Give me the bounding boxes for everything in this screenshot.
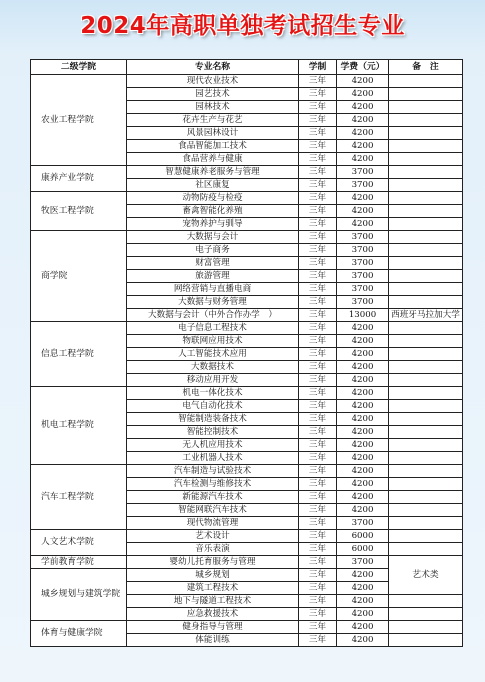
major-cell: 动物防疫与检疫 xyxy=(127,192,299,205)
note-cell xyxy=(389,361,463,374)
page-title: 2024年高职单独考试招生专业 xyxy=(80,12,405,39)
note-cell xyxy=(389,114,463,127)
fee-cell: 4200 xyxy=(337,348,389,361)
note-cell xyxy=(389,322,463,335)
fee-cell: 3700 xyxy=(337,257,389,270)
admissions-table-container xyxy=(30,59,462,647)
duration-cell: 三年 xyxy=(299,478,337,491)
major-cell: 艺术设计 xyxy=(127,530,299,543)
fee-cell: 4200 xyxy=(337,569,389,582)
duration-cell: 三年 xyxy=(299,374,337,387)
duration-cell: 三年 xyxy=(299,465,337,478)
duration-cell: 三年 xyxy=(299,504,337,517)
major-cell: 现代农业技术 xyxy=(127,75,299,88)
fee-cell: 4200 xyxy=(337,75,389,88)
duration-cell: 三年 xyxy=(299,426,337,439)
duration-cell: 三年 xyxy=(299,595,337,608)
duration-cell: 三年 xyxy=(299,335,337,348)
note-cell xyxy=(389,348,463,361)
major-cell: 风景园林设计 xyxy=(127,127,299,140)
major-cell: 园林技术 xyxy=(127,101,299,114)
fee-cell: 4200 xyxy=(337,595,389,608)
fee-cell: 13000 xyxy=(337,309,389,322)
duration-cell: 三年 xyxy=(299,387,337,400)
note-cell xyxy=(389,387,463,400)
duration-cell: 三年 xyxy=(299,400,337,413)
fee-cell: 3700 xyxy=(337,244,389,257)
title-banner xyxy=(0,0,485,46)
fee-cell: 3700 xyxy=(337,166,389,179)
fee-cell: 3700 xyxy=(337,556,389,569)
duration-cell: 三年 xyxy=(299,270,337,283)
fee-cell: 4200 xyxy=(337,426,389,439)
fee-cell: 4200 xyxy=(337,452,389,465)
duration-cell: 三年 xyxy=(299,413,337,426)
major-cell: 电气自动化技术 xyxy=(127,400,299,413)
note-cell xyxy=(389,400,463,413)
major-cell: 电子商务 xyxy=(127,244,299,257)
fee-cell: 4200 xyxy=(337,205,389,218)
college-cell: 康养产业学院 xyxy=(31,166,127,192)
note-cell xyxy=(389,543,463,556)
fee-cell: 4200 xyxy=(337,608,389,621)
header-duration: 学制 xyxy=(299,60,337,75)
fee-cell: 4200 xyxy=(337,491,389,504)
table-row xyxy=(31,465,463,478)
note-cell xyxy=(389,218,463,231)
header-college: 二级学院 xyxy=(31,60,127,75)
college-cell: 牧医工程学院 xyxy=(31,192,127,231)
college-cell: 人文艺术学院 xyxy=(31,530,127,556)
duration-cell: 三年 xyxy=(299,179,337,192)
duration-cell: 三年 xyxy=(299,634,337,647)
duration-cell: 三年 xyxy=(299,127,337,140)
fee-cell: 3700 xyxy=(337,270,389,283)
major-cell: 智慧健康养老服务与管理 xyxy=(127,166,299,179)
note-cell xyxy=(389,465,463,478)
note-cell: 艺术类 xyxy=(389,556,463,595)
table-header-row xyxy=(31,60,463,75)
major-cell: 地下与隧道工程技术 xyxy=(127,595,299,608)
duration-cell: 三年 xyxy=(299,322,337,335)
duration-cell: 三年 xyxy=(299,582,337,595)
college-cell: 机电工程学院 xyxy=(31,387,127,465)
note-cell xyxy=(389,413,463,426)
fee-cell: 4200 xyxy=(337,192,389,205)
duration-cell: 三年 xyxy=(299,439,337,452)
duration-cell: 三年 xyxy=(299,257,337,270)
admissions-table xyxy=(30,59,463,647)
header-major: 专业名称 xyxy=(127,60,299,75)
major-cell: 人工智能技术应用 xyxy=(127,348,299,361)
major-cell: 机电一体化技术 xyxy=(127,387,299,400)
table-row xyxy=(31,621,463,634)
fee-cell: 3700 xyxy=(337,283,389,296)
note-cell xyxy=(389,608,463,621)
duration-cell: 三年 xyxy=(299,309,337,322)
note-cell xyxy=(389,257,463,270)
table-row xyxy=(31,556,463,569)
fee-cell: 3700 xyxy=(337,179,389,192)
major-cell: 食品智能加工技术 xyxy=(127,140,299,153)
note-cell xyxy=(389,439,463,452)
fee-cell: 4200 xyxy=(337,88,389,101)
table-row xyxy=(31,75,463,88)
table-row xyxy=(31,166,463,179)
major-cell: 新能源汽车技术 xyxy=(127,491,299,504)
major-cell: 工业机器人技术 xyxy=(127,452,299,465)
major-cell: 网络营销与直播电商 xyxy=(127,283,299,296)
duration-cell: 三年 xyxy=(299,569,337,582)
major-cell: 健身指导与管理 xyxy=(127,621,299,634)
major-cell: 无人机应用技术 xyxy=(127,439,299,452)
duration-cell: 三年 xyxy=(299,153,337,166)
major-cell: 智能制造装备技术 xyxy=(127,413,299,426)
college-cell: 体育与健康学院 xyxy=(31,621,127,647)
note-cell xyxy=(389,127,463,140)
fee-cell: 4200 xyxy=(337,439,389,452)
duration-cell: 三年 xyxy=(299,491,337,504)
note-cell xyxy=(389,478,463,491)
duration-cell: 三年 xyxy=(299,556,337,569)
major-cell: 大数据与会计（中外合作办学 ） xyxy=(127,309,299,322)
major-cell: 食品营养与健康 xyxy=(127,153,299,166)
major-cell: 智能网联汽车技术 xyxy=(127,504,299,517)
note-cell xyxy=(389,530,463,543)
major-cell: 音乐表演 xyxy=(127,543,299,556)
note-cell xyxy=(389,426,463,439)
note-cell xyxy=(389,504,463,517)
note-cell: 西班牙马拉加大学 xyxy=(389,309,463,322)
fee-cell: 4200 xyxy=(337,400,389,413)
college-cell: 商学院 xyxy=(31,231,127,322)
fee-cell: 6000 xyxy=(337,530,389,543)
table-body xyxy=(31,75,463,647)
note-cell xyxy=(389,192,463,205)
duration-cell: 三年 xyxy=(299,348,337,361)
college-cell: 信息工程学院 xyxy=(31,322,127,387)
major-cell: 应急救援技术 xyxy=(127,608,299,621)
note-cell xyxy=(389,205,463,218)
note-cell xyxy=(389,634,463,647)
note-cell xyxy=(389,244,463,257)
college-cell: 城乡规划与建筑学院 xyxy=(31,569,127,621)
table-row xyxy=(31,192,463,205)
duration-cell: 三年 xyxy=(299,231,337,244)
duration-cell: 三年 xyxy=(299,192,337,205)
college-cell: 汽车工程学院 xyxy=(31,465,127,530)
duration-cell: 三年 xyxy=(299,530,337,543)
note-cell xyxy=(389,140,463,153)
table-row xyxy=(31,231,463,244)
major-cell: 大数据技术 xyxy=(127,361,299,374)
major-cell: 旅游管理 xyxy=(127,270,299,283)
major-cell: 汽车检测与维修技术 xyxy=(127,478,299,491)
duration-cell: 三年 xyxy=(299,244,337,257)
major-cell: 畜禽智能化养殖 xyxy=(127,205,299,218)
duration-cell: 三年 xyxy=(299,543,337,556)
fee-cell: 4200 xyxy=(337,374,389,387)
note-cell xyxy=(389,153,463,166)
note-cell xyxy=(389,621,463,634)
note-cell xyxy=(389,452,463,465)
major-cell: 汽车制造与试验技术 xyxy=(127,465,299,478)
note-cell xyxy=(389,101,463,114)
duration-cell: 三年 xyxy=(299,114,337,127)
note-cell xyxy=(389,296,463,309)
college-cell: 农业工程学院 xyxy=(31,75,127,166)
major-cell: 园艺技术 xyxy=(127,88,299,101)
fee-cell: 3700 xyxy=(337,231,389,244)
fee-cell: 4200 xyxy=(337,153,389,166)
major-cell: 财富管理 xyxy=(127,257,299,270)
major-cell: 花卉生产与花艺 xyxy=(127,114,299,127)
major-cell: 物联网应用技术 xyxy=(127,335,299,348)
duration-cell: 三年 xyxy=(299,88,337,101)
note-cell xyxy=(389,231,463,244)
duration-cell: 三年 xyxy=(299,517,337,530)
table-row xyxy=(31,322,463,335)
note-cell xyxy=(389,283,463,296)
fee-cell: 3700 xyxy=(337,517,389,530)
note-cell xyxy=(389,595,463,608)
fee-cell: 4200 xyxy=(337,621,389,634)
duration-cell: 三年 xyxy=(299,166,337,179)
major-cell: 移动应用开发 xyxy=(127,374,299,387)
fee-cell: 4200 xyxy=(337,413,389,426)
major-cell: 体能训练 xyxy=(127,634,299,647)
fee-cell: 6000 xyxy=(337,543,389,556)
fee-cell: 4200 xyxy=(337,387,389,400)
duration-cell: 三年 xyxy=(299,361,337,374)
duration-cell: 三年 xyxy=(299,283,337,296)
header-note: 备 注 xyxy=(389,60,463,75)
fee-cell: 4200 xyxy=(337,218,389,231)
duration-cell: 三年 xyxy=(299,101,337,114)
fee-cell: 4200 xyxy=(337,140,389,153)
fee-cell: 4200 xyxy=(337,101,389,114)
fee-cell: 4200 xyxy=(337,582,389,595)
note-cell xyxy=(389,270,463,283)
duration-cell: 三年 xyxy=(299,296,337,309)
duration-cell: 三年 xyxy=(299,608,337,621)
note-cell xyxy=(389,179,463,192)
fee-cell: 3700 xyxy=(337,296,389,309)
major-cell: 社区康复 xyxy=(127,179,299,192)
major-cell: 大数据与会计 xyxy=(127,231,299,244)
major-cell: 建筑工程技术 xyxy=(127,582,299,595)
fee-cell: 4200 xyxy=(337,465,389,478)
duration-cell: 三年 xyxy=(299,140,337,153)
table-row xyxy=(31,387,463,400)
major-cell: 智能控制技术 xyxy=(127,426,299,439)
major-cell: 电子信息工程技术 xyxy=(127,322,299,335)
duration-cell: 三年 xyxy=(299,218,337,231)
fee-cell: 4200 xyxy=(337,634,389,647)
fee-cell: 4200 xyxy=(337,114,389,127)
fee-cell: 4200 xyxy=(337,335,389,348)
fee-cell: 4200 xyxy=(337,322,389,335)
fee-cell: 4200 xyxy=(337,361,389,374)
major-cell: 宠物养护与驯导 xyxy=(127,218,299,231)
duration-cell: 三年 xyxy=(299,452,337,465)
note-cell xyxy=(389,88,463,101)
duration-cell: 三年 xyxy=(299,75,337,88)
fee-cell: 4200 xyxy=(337,504,389,517)
note-cell xyxy=(389,335,463,348)
major-cell: 婴幼儿托育服务与管理 xyxy=(127,556,299,569)
fee-cell: 4200 xyxy=(337,478,389,491)
major-cell: 城乡规划 xyxy=(127,569,299,582)
college-cell: 学前教育学院 xyxy=(31,556,127,569)
table-row xyxy=(31,530,463,543)
note-cell xyxy=(389,75,463,88)
header-fee: 学费（元） xyxy=(337,60,389,75)
note-cell xyxy=(389,374,463,387)
major-cell: 现代物流管理 xyxy=(127,517,299,530)
note-cell xyxy=(389,517,463,530)
duration-cell: 三年 xyxy=(299,205,337,218)
major-cell: 大数据与财务管理 xyxy=(127,296,299,309)
note-cell xyxy=(389,166,463,179)
duration-cell: 三年 xyxy=(299,621,337,634)
fee-cell: 4200 xyxy=(337,127,389,140)
note-cell xyxy=(389,491,463,504)
